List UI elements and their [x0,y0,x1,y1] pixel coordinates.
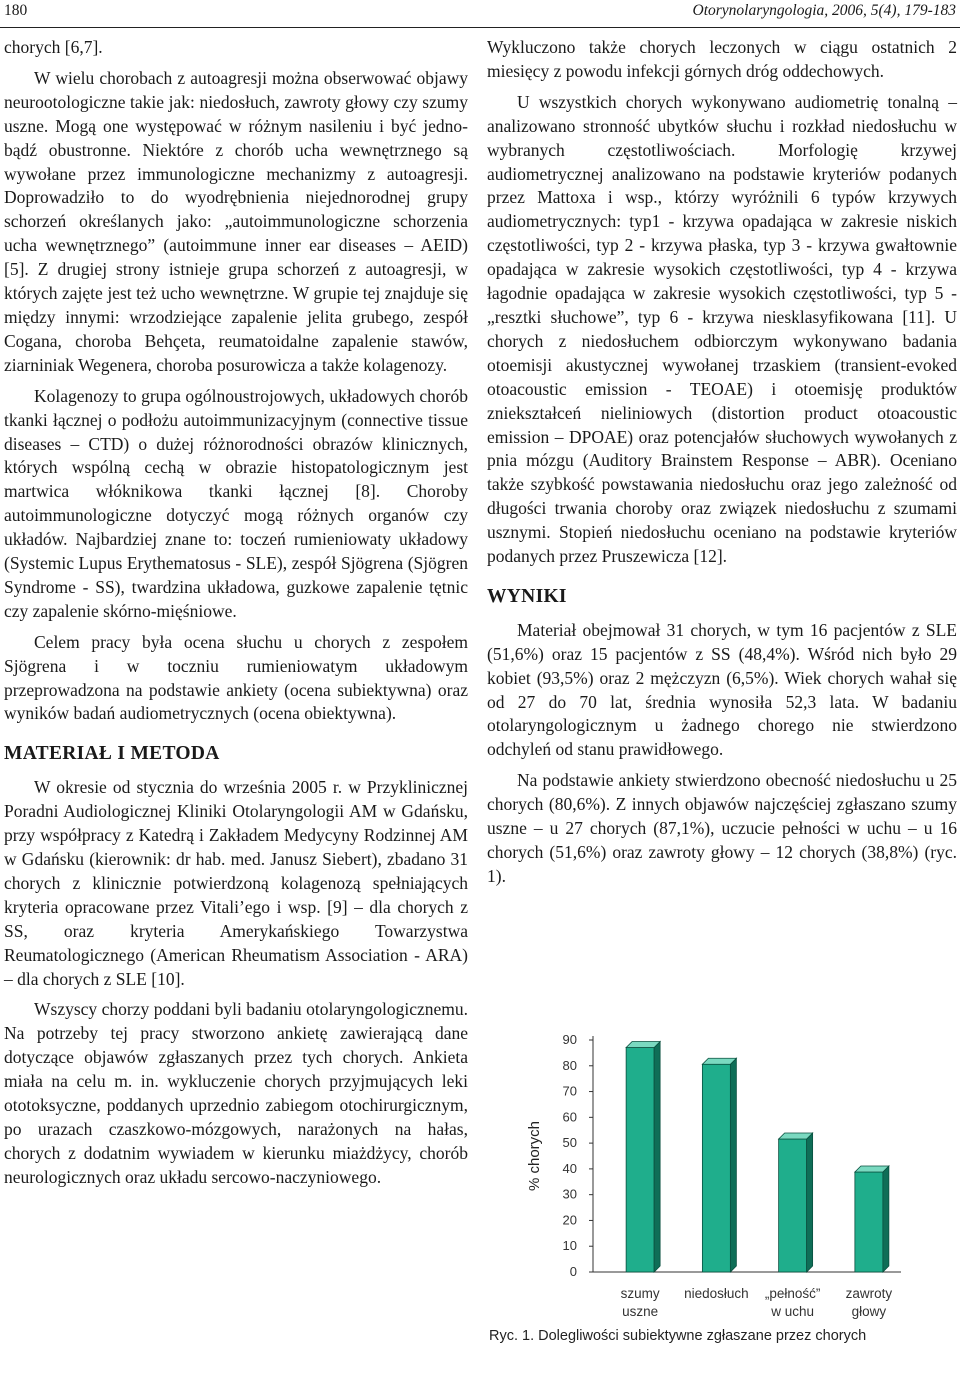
bar [702,1064,730,1272]
page-number: 180 [4,2,28,19]
x-tick-label: „pełność” [764,1286,821,1301]
paragraph: U wszystkich chorych wykonywano audiometrię tonalną – analizowano stronność ubytków słuchu i rozkład niedosłuchu w wybranych częstotliwościach. Morfologię krzywej audiometrycznej analizowano na podstawie kryteriów podanych przez Mattoxa i wsp., którzy wyróżnili 6 typów krzywych audiometrycznych: typ1 - krzywa opadająca w zakresie niskich częstotliwości, typ 2 - krzywa płaska, typ 3 - krzywa gwałtownie opadająca w zakresie wysokich częstotliwości, typ 4 - krzywa łagodnie opadająca w zakresie wysokich częstotliwości, typ 5 - „resztki słuchowe”, typ 6 - krzywa niesklasyfikowana [11]. U chorych z niedosłuchem odbiorczym wykonywano badania otoemisji akustycznej wywołanej trzaskiem (transient-evoked otoacoustic emission - TEOAE) i otoemisję produktów zniekształceń nieliniowych (distortion product otoacoustic emission – DPOAE) oraz potencjałów słuchowych wywołanych z pnia mózgu (Auditory Brainstem Response – ABR). Oceniano także szybkość powstawania niedosłuchu oraz jego zależność od długości trwania choroby oraz związek niedosłuchu z szumami usznymi. Stopień niedosłuchu oceniano na podstawie kryteriów podanych przez Pruszewicza [12]. [487,91,957,567]
bar-top [702,1058,736,1064]
bar-side [807,1133,813,1272]
bar-side [730,1058,736,1272]
x-tick-label: niedosłuch [684,1286,749,1301]
figure-1 [487,1022,957,1367]
y-tick-label: 30 [562,1186,577,1202]
y-tick-label: 40 [562,1160,577,1176]
bar-top [779,1133,813,1139]
section-heading-material-metoda: MATERIAŁ I METODA [4,743,220,765]
bar [626,1047,654,1272]
bar [779,1139,807,1272]
bar-chart [487,1022,957,1322]
x-tick-label: szumy [620,1286,660,1301]
section-heading-wyniki: WYNIKI [487,585,567,607]
paragraph: W okresie od stycznia do września 2005 r. w Przyklinicznej Poradni Audiologicznej Kliniki Otolaryngologii AM w Gdańsku, przy współpracy z Katedrą i Zakładem Medycyny Rodzinnej AM w Gdańsku (kierownik: dr hab. med. Janusz Siebert), zbadano 31 chorych z klinicznie potwierdzoną kolagenozą spełniających kryteria opracowane przez Vitali’ego i wsp. [9] – dla chorych z SS, oraz kryteria Amerykańskiego Towarzystwa Reumatologicznego (American Rheumatism Association - ARA) – dla chorych z SLE [10]. [4,777,468,989]
paragraph: W wielu chorobach z autoagresji można obserwować objawy neurootologiczne takie jak: niedosłuch, zawroty głowy czy szumy uszne. Mogą one występować w różnym nasileniu i być jedno- bądź obustronne. Niektóre z chorób ucha wewnętrznego są wywołane przez immunologiczne mechanizmy z autoagresji. Doprowadziło to do wyodrębnienia niejednorodnej grupy schorzeń określanych jako: „autoimmunologiczne schorzenia ucha wewnętrznego” (autoimmune inner ear diseases – AEID) [5]. Z drugiej strony istnieje grupa schorzeń z autoagresji, w których zajęte jest też ucho wewnętrzne. W grupie tej znajduje się między innymi: wrzodziejące zapalenie jelita grubego, zespół Cogana, choroba Behçeta, reumatoidalne zapalenie stawów, ziarniniak Wegenera, choroba posurowicza a także kolagenozy. [4,67,468,375]
figure-caption: Ryc. 1. Dolegliwości subiektywne zgłaszane przez chorych [489,1328,867,1344]
bar-side [883,1166,889,1272]
page-header [0,0,960,26]
paragraph: Na podstawie ankiety stwierdzono obecność niedosłuchu u 25 chorych (80,6%). Z innych objawów najczęściej zgłaszano szumy uszne – u 27 chorych (87,1%), uczucie pełności w uchu – u 16 chorych (51,6%) oraz zawroty głowy – 12 chorych (38,8%) (ryc. 1). [487,770,957,886]
paragraph: Kolagenozy to grupa ogólnoustrojowych, układowych chorób tkanki łącznej o podłożu autoimmunizacyjnym (connective tissue diseases – CTD) o dużej różnorodności obrazów klinicznych, których wspólną cechą w obrazie histopatologicznym jest martwica włóknikowa tkanki łącznej [8]. Choroby autoimmunologiczne dotyczyć mogą różnych organów czy układów. Najbardziej znane to: toczeń rumieniowaty układowy (Systemic Lupus Erythematosus - SLE), zespół Sjögrena (Sjögren Syndrome - SS), twardzina układowa, guzkowe zapalenie tętnic czy zapalenie skórno-mięśniowe. [4,385,468,621]
x-tick-label: w uchu [771,1304,815,1319]
y-tick-label: 10 [562,1238,577,1254]
y-tick-label: 90 [562,1032,577,1047]
paragraph: Materiał obejmował 31 chorych, w tym 16 pacjentów z SLE (51,6%) oraz 15 pacjentów z SS (48,4%). Wśród nich było 29 kobiet (93,5%) oraz 2 mężczyzn (6,5%). Wiek chorych wahał się od 27 do 70 lat, średnia wynosiła 52,3 lata. W badaniu otolaryngologicznym u żadnego chorego nie stwierdzono odchyleń od stanu prawidłowego. [487,619,957,760]
x-tick-label: zawroty [845,1286,893,1301]
x-tick-label: uszne [622,1304,659,1319]
bar [855,1172,883,1272]
bar-top [855,1166,889,1172]
journal-citation: Otorynolaryngologia, 2006, 5(4), 179-183 [692,2,956,19]
header-rule [0,27,960,28]
y-tick-label: 80 [562,1057,577,1073]
y-tick-label: 50 [562,1135,577,1151]
paragraph: Wszyscy chorzy poddani byli badaniu otolaryngologicznemu. Na potrzeby tej pracy stworzono ankietę zawierającą dane dotyczące objawów zgłaszanych przez tych chorych. Ankieta miała na celu m. in. wykluczenie chorych przyjmujących leki ototoksyczne, poddanych uprzednio zabiegom otochirurgicznym, po urazach czaszkowo-mózgowych, narażonych na hałas, chorych z dodatnim wywiadem w kierunku miażdżycy, chorób neurologicznych oraz układu sercowo-naczyniowego. [4,999,468,1187]
paragraph: Celem pracy była ocena słuchu u chorych z zespołem Sjögrena i w toczniu rumieniowatym układowym przeprowadzona na podstawie ankiety (ocena subiektywna) oraz wyników badań audiometrycznych (ocena obiektywna). [4,631,468,724]
paragraph: chorych [6,7]. [4,37,103,57]
paragraph: Wykluczono także chorych leczonych w ciągu ostatnich 2 miesięcy z powodu infekcji górnych dróg oddechowych. [487,37,957,81]
y-axis-title: % chorych [526,1120,543,1192]
right-column [487,36,957,896]
y-tick-label: 0 [569,1264,577,1279]
bar-side [654,1041,660,1272]
y-tick-label: 70 [562,1083,577,1099]
bar-top [626,1041,660,1047]
left-column [4,36,468,1197]
x-tick-label: głowy [851,1304,887,1319]
y-tick-label: 20 [562,1212,577,1228]
y-tick-label: 60 [562,1109,577,1125]
